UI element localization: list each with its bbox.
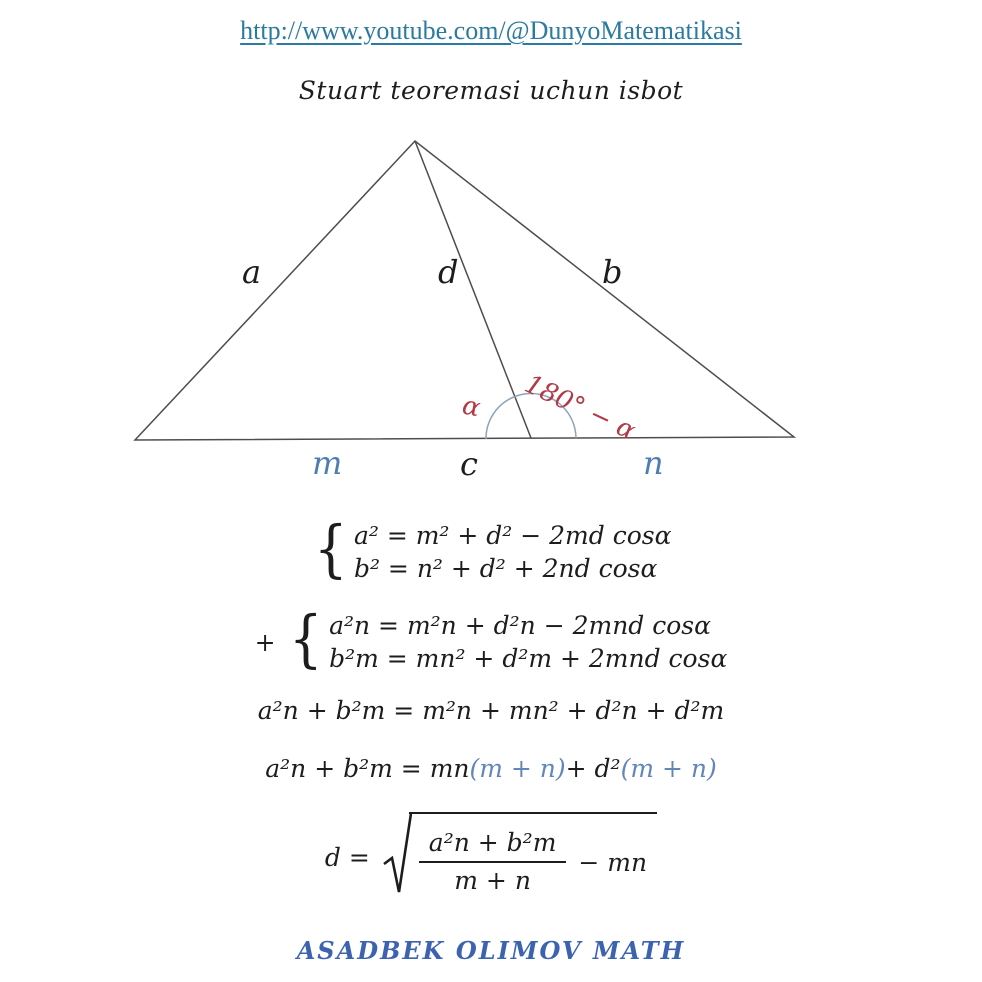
angle-label-supplement: 180° − α (520, 369, 641, 447)
equation-segment-black: + d² (565, 754, 621, 783)
equation-system-1 (0, 512, 982, 586)
radicand-tail: − mn (578, 847, 648, 877)
equation-line-3: a²n = m²n + d²n − 2mnd cosα (329, 611, 712, 640)
equation-final-formula (0, 812, 982, 902)
radical-sign-icon (382, 812, 412, 896)
equation-factored-sum (0, 754, 982, 783)
equation-line-2: b² = n² + d² + 2nd cosα (353, 554, 658, 583)
formula-lhs: d = (324, 842, 370, 872)
equation-line-1: a² = m² + d² − 2md cosα (353, 521, 672, 550)
triangle-diagram (0, 130, 982, 490)
plus-sign: + (254, 627, 276, 657)
equation-line-5: a²n + b²m = m²n + mn² + d²n + d²m (257, 696, 725, 725)
left-brace: { (313, 512, 347, 585)
side-label-b: b (602, 253, 623, 291)
footer-brand: ASADBEK OLIMOV MATH (296, 936, 686, 965)
side-label-a: a (242, 253, 262, 291)
equation-segment-blue: (m + n) (620, 754, 717, 783)
fraction-numerator: a²n + b²m (419, 828, 567, 863)
fraction-denominator: m + n (454, 866, 531, 895)
square-root (382, 812, 657, 902)
equation-expanded-sum (0, 696, 982, 725)
fraction (419, 828, 567, 896)
segment-label-m: m (312, 444, 343, 482)
base-label-c: c (460, 445, 478, 483)
page-title: Stuart teoremasi uchun isbot (298, 76, 684, 105)
youtube-channel-link[interactable]: http://www.youtube.com/@DunyoMatematikasi (240, 16, 742, 45)
angle-label-alpha: α (459, 390, 483, 424)
equation-line-4: b²m = mn² + d²m + 2mnd cosα (329, 644, 728, 673)
radicand (409, 812, 657, 902)
equation-segment-black: a²n + b²m = mn (265, 754, 470, 783)
left-brace: { (288, 602, 323, 675)
segment-label-n: n (643, 444, 664, 482)
equation-system-2 (0, 602, 982, 676)
equation-segment-blue: (m + n) (469, 754, 566, 783)
cevian-label-d: d (438, 253, 459, 291)
